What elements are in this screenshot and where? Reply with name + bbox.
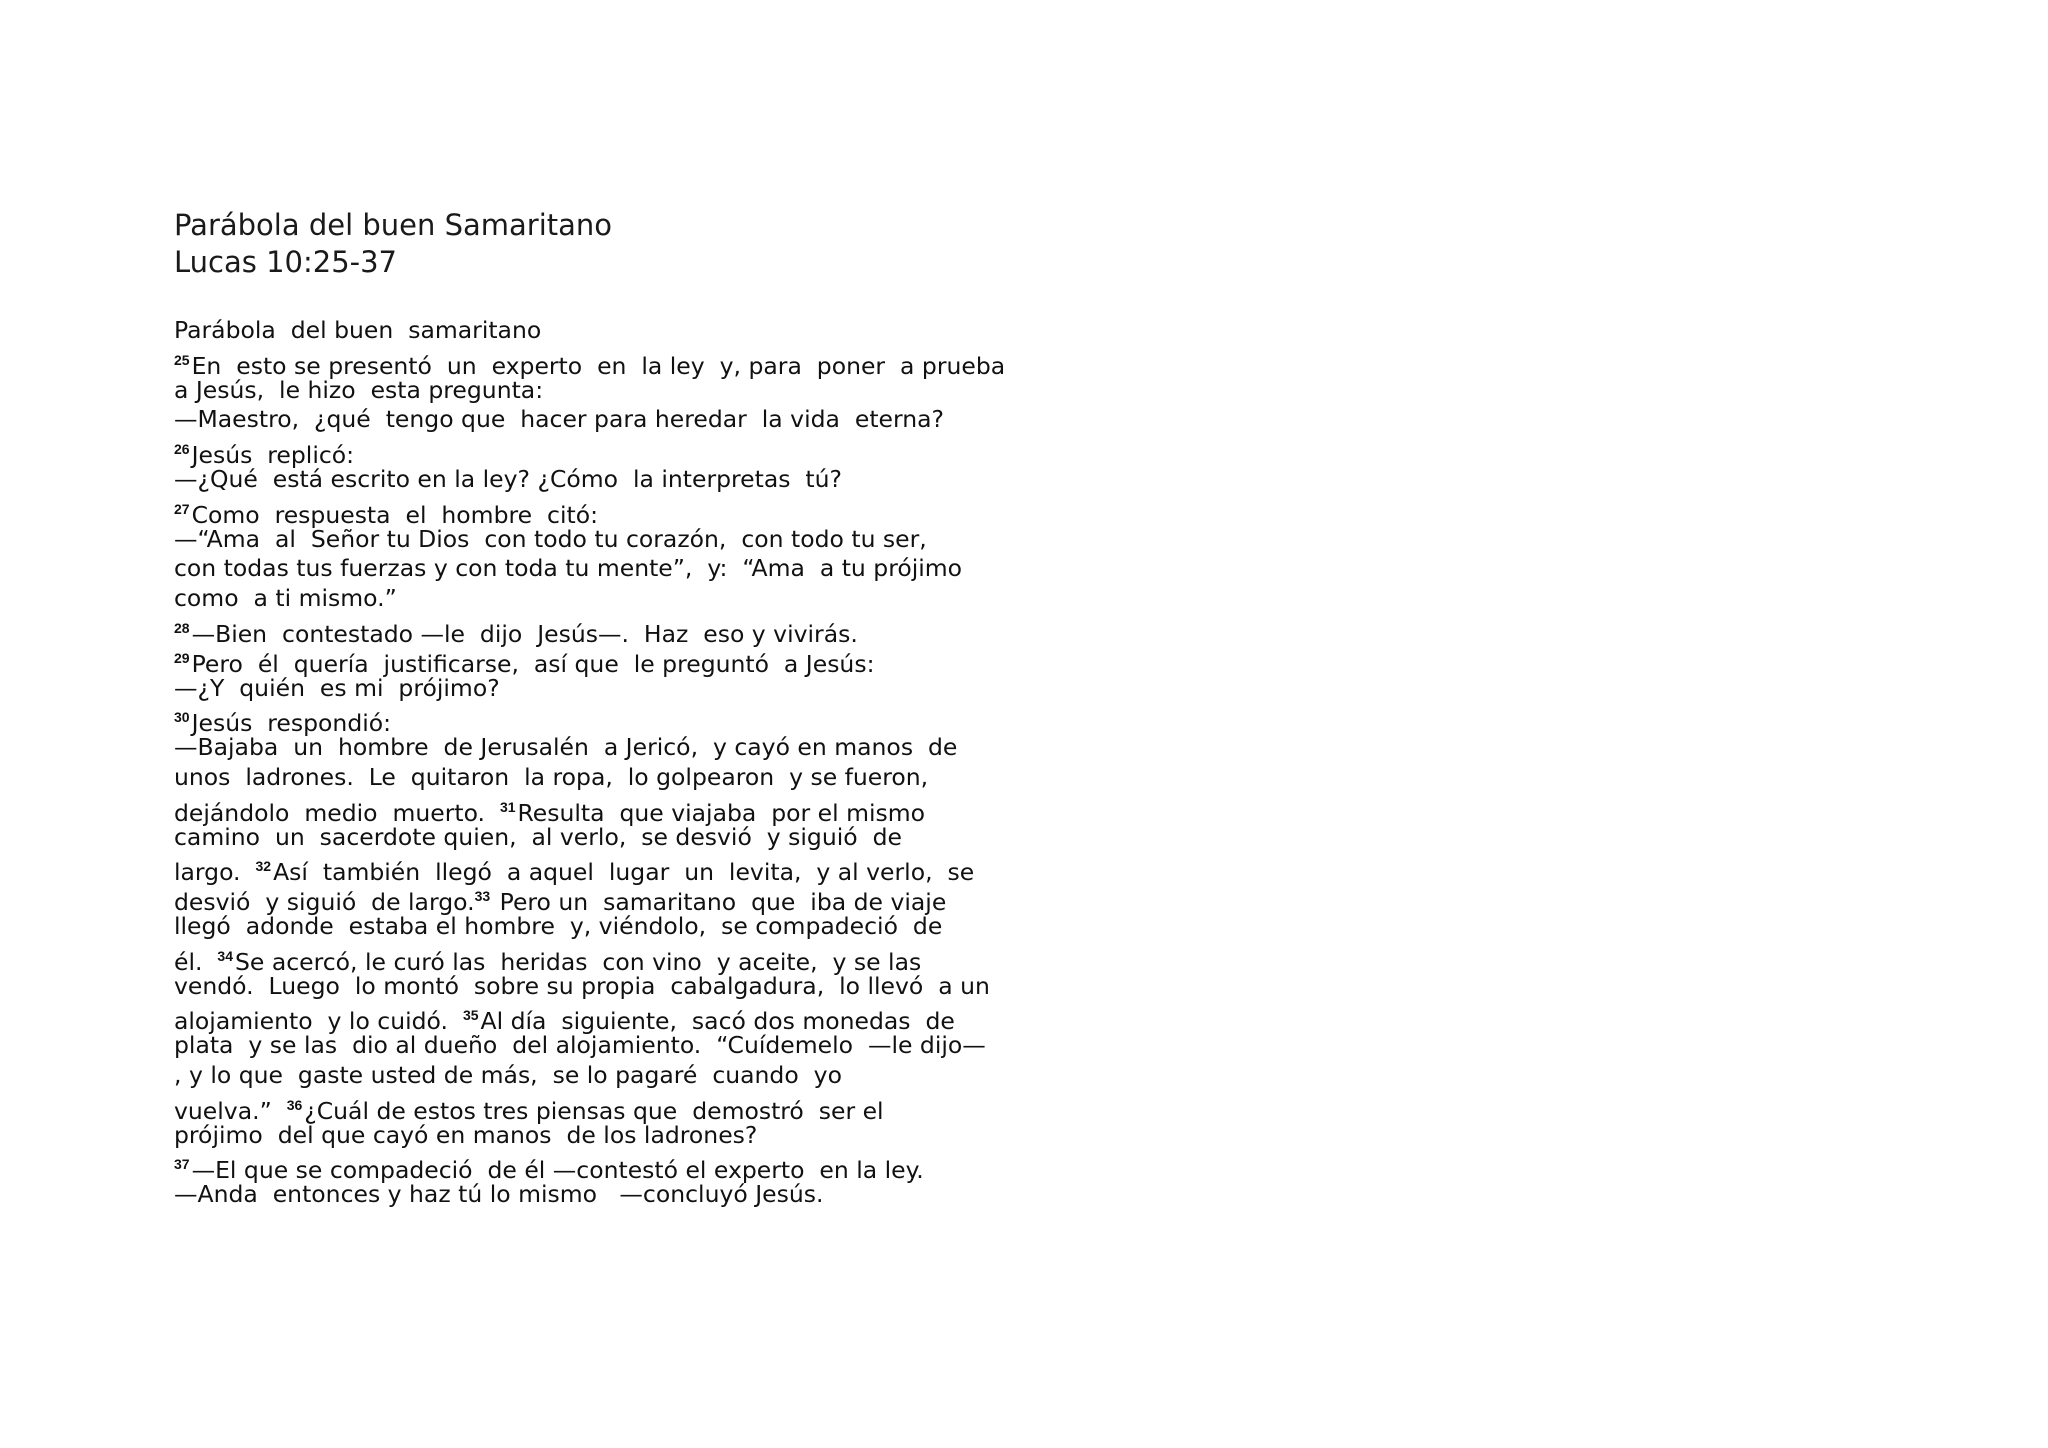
- line-text: Se acercó, le curó las heridas con vino y aceite, y se las: [234, 947, 922, 976]
- verse-number: 29: [174, 649, 190, 666]
- passage-line: [174, 972, 1005, 1002]
- passage-line: [174, 882, 1005, 917]
- passage-line: [174, 644, 1005, 678]
- line-text: Como respuesta el hombre citó:: [191, 500, 598, 529]
- line-text: prójimo del que cayó en manos de los ladrones?: [174, 1120, 758, 1149]
- line-text: —Bajaba un hombre de Jerusalén a Jericó, y cayó en manos de: [174, 733, 958, 762]
- passage-line: [174, 1061, 1005, 1091]
- line-text: Así también llegó a aquel lugar un levita, y al verlo, se: [273, 858, 975, 887]
- line-text: Resulta que viajaba por el mismo: [517, 798, 926, 827]
- line-text: Parábola del buen samaritano: [174, 316, 542, 344]
- line-text: Jesús replicó:: [191, 441, 355, 470]
- line-text: —¿Y quién es mi prójimo?: [174, 673, 500, 702]
- passage-line: [174, 1180, 1005, 1210]
- verse-number: 33: [474, 888, 491, 905]
- passage-line: [174, 823, 1005, 853]
- passage-line: [174, 405, 1005, 435]
- passage-line: [174, 376, 1005, 406]
- line-text: —Bien contestado —le dijo Jesús—. Haz eso y vivirás.: [191, 619, 858, 648]
- passage-line: [174, 793, 1005, 827]
- line-text: plata y se las dio al dueño del alojamiento. “Cuídemelo —le dijo—: [174, 1031, 986, 1060]
- passage-line: [174, 525, 1005, 555]
- line-text: alojamiento y lo cuidó.: [174, 1007, 463, 1036]
- passage-line: [174, 674, 1005, 704]
- line-text: largo.: [174, 858, 256, 887]
- passage-line: [174, 495, 1005, 529]
- passage-line: [174, 763, 1005, 793]
- line-text: En esto se presentó un experto en la ley y, para poner a prueba: [191, 351, 1006, 380]
- verse-number: 34: [217, 947, 233, 964]
- line-text: como a ti mismo.”: [174, 584, 397, 613]
- verse-number: 30: [174, 709, 190, 726]
- scripture-passage: [174, 316, 1005, 1210]
- line-text: Jesús respondió:: [191, 709, 392, 738]
- passage-line: [174, 733, 1005, 763]
- line-text: con todas tus fuerzas y con toda tu mente”, y: “Ama a tu prójimo: [174, 554, 963, 583]
- passage-line: [174, 1091, 1005, 1125]
- passage-line: [174, 554, 1005, 584]
- passage-line: [174, 1001, 1005, 1036]
- line-text: Al día siguiente, sacó dos monedas de: [480, 1007, 955, 1036]
- passage-line: [174, 942, 1005, 976]
- line-text: a Jesús, le hizo esta pregunta:: [174, 375, 544, 404]
- line-text: Pero un samaritano que iba de viaje: [492, 888, 947, 917]
- line-text: camino un sacerdote quien, al verlo, se desvió y siguió de: [174, 822, 902, 851]
- line-text: ¿Cuál de estos tres piensas que demostró ser el: [304, 1096, 884, 1125]
- passage-line: [174, 346, 1006, 380]
- line-text: unos ladrones. Le quitaron la ropa, lo golpearon y se fueron,: [174, 762, 929, 791]
- line-text: , y lo que gaste usted de más, se lo pagaré cuando yo: [174, 1060, 842, 1089]
- title-block: [174, 207, 612, 281]
- verse-number: 36: [286, 1096, 303, 1113]
- verse-number: 28: [174, 619, 190, 636]
- line-text: Pero él quería justificarse, así que le preguntó a Jesús:: [191, 649, 875, 678]
- line-text: él.: [174, 947, 218, 976]
- line-text: desvió y siguió de largo.: [174, 888, 475, 917]
- passage-line: [174, 703, 1005, 738]
- line-text: vendó. Luego lo montó sobre su propia cabalgadura, lo llevó a un: [174, 971, 990, 1000]
- passage-line: [174, 435, 1005, 470]
- line-text: —Maestro, ¿qué tengo que hacer para heredar la vida eterna?: [174, 405, 945, 434]
- verse-number: 27: [174, 500, 190, 517]
- line-text: —“Ama al Señor tu Dios con todo tu corazón, con todo tu ser,: [174, 524, 927, 553]
- line-text: —¿Qué está escrito en la ley? ¿Cómo la interpretas tú?: [174, 464, 843, 493]
- passage-line: [174, 316, 1005, 346]
- line-text: dejándolo medio muerto.: [174, 798, 500, 827]
- passage-line: [174, 614, 1005, 648]
- passage-line: [174, 1150, 1005, 1185]
- verse-number: 25: [174, 351, 190, 368]
- verse-number: 26: [174, 441, 190, 458]
- scripture-reference: Lucas 10:25-37: [174, 245, 398, 279]
- line-text: —El que se compadeció de él —contestó el experto en la ley.: [191, 1156, 924, 1185]
- verse-number: 32: [255, 858, 272, 875]
- verse-number: 37: [174, 1156, 190, 1173]
- passage-line: [174, 465, 1005, 495]
- line-text: vuelva.”: [174, 1096, 287, 1125]
- line-text: —Anda entonces y haz tú lo mismo —concluyó Jesús.: [174, 1180, 824, 1209]
- passage-line: [174, 584, 1005, 614]
- passage-line: [174, 852, 1005, 887]
- passage-line: [174, 1031, 1005, 1061]
- passage-line: [174, 912, 1005, 942]
- line-text: llegó adonde estaba el hombre y, viéndolo, se compadeció de: [174, 911, 943, 940]
- verse-number: 31: [499, 798, 516, 815]
- verse-number: 35: [462, 1007, 479, 1024]
- document-title: Parábola del buen Samaritano: [174, 208, 613, 242]
